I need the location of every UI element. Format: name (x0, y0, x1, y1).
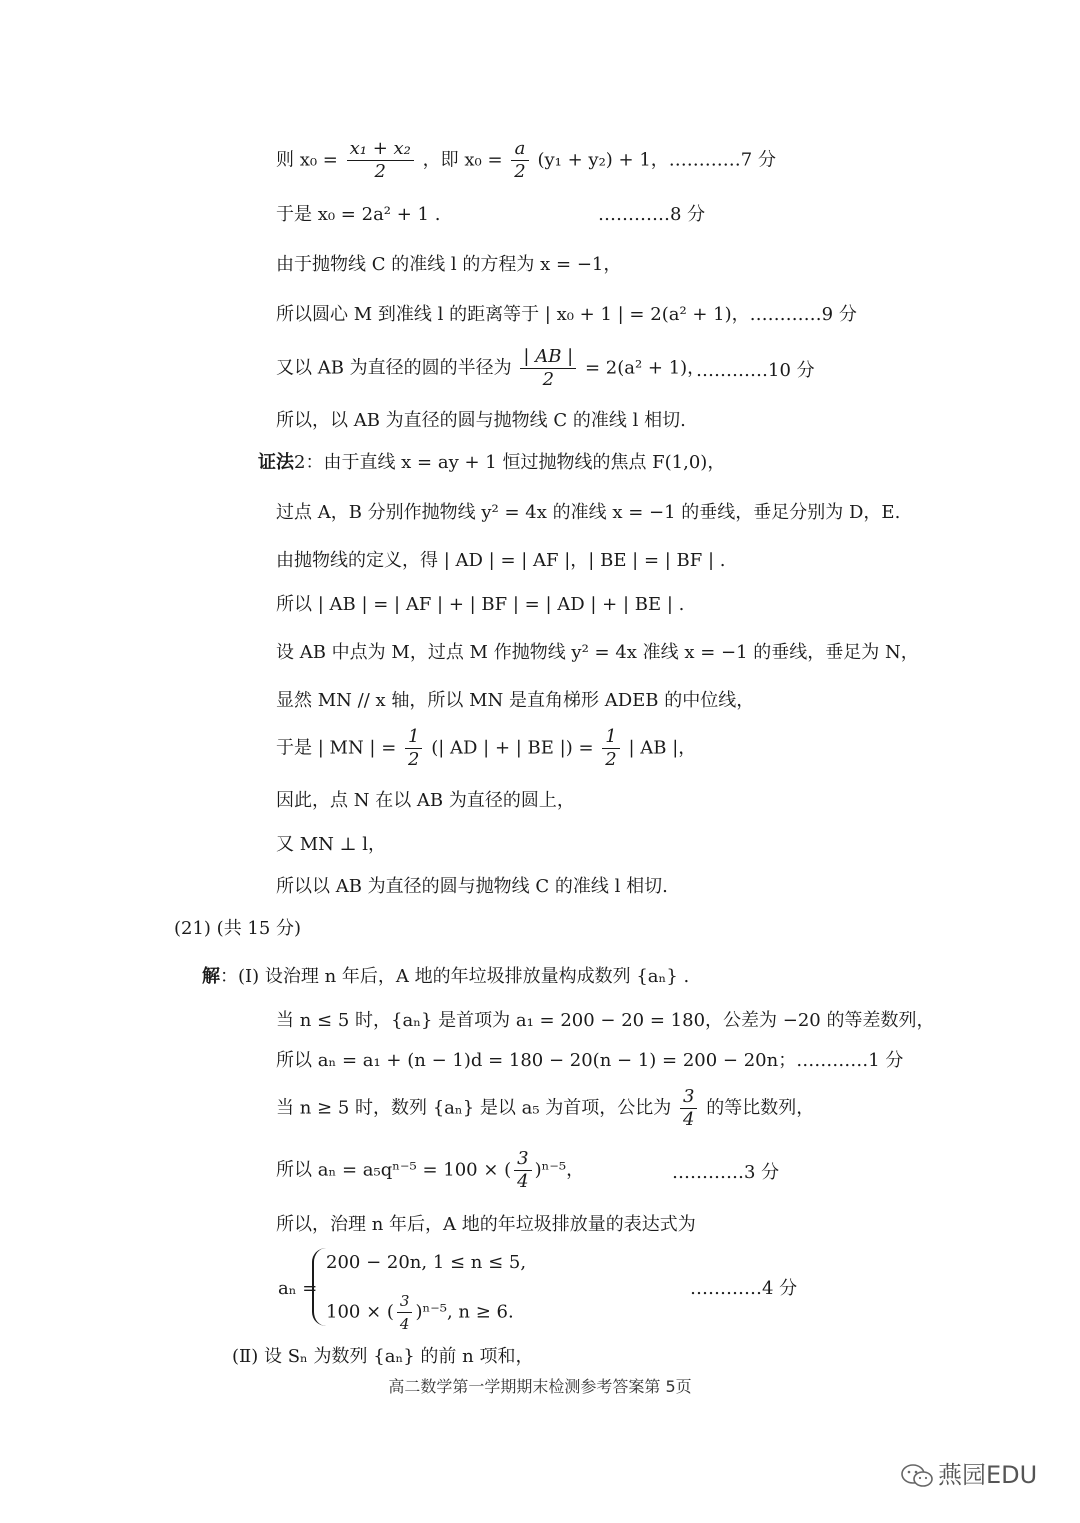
answer-line-8: 过点 A，B 分别作抛物线 y² = 4x 的准线 x = −1 的垂线，垂足分别为 D，E. (276, 502, 901, 523)
piecewise-case-2 (326, 1290, 514, 1335)
text-segment: 当 n ≥ 5 时，数列 {aₙ} 是以 a₅ 为首项，公比为 (276, 1097, 672, 1119)
answer-line-25: (Ⅱ) 设 Sₙ 为数列 {aₙ} 的前 n 项和， (232, 1346, 534, 1367)
text-segment: 于是 | MN | = (276, 737, 397, 759)
fraction (347, 138, 414, 183)
fraction (520, 346, 576, 391)
fraction (511, 138, 528, 183)
answer-line-6: 所以，以 AB 为直径的圆与抛物线 C 的准线 l 相切. (276, 410, 686, 431)
page-footer: 高二数学第一学期期末检测参考答案第 5页 (388, 1377, 692, 1396)
numerator: | AB | (520, 346, 576, 369)
numerator: a (511, 138, 528, 161)
denominator: 2 (514, 161, 526, 182)
denominator: 4 (399, 1315, 410, 1333)
answer-line-20: 所以 aₙ = a₁ + (n − 1)d = 180 − 20(n − 1) = 200 − 20n；…………1 分 (276, 1050, 904, 1071)
text-segment: 则 x₀ = (276, 149, 338, 171)
answer-line-15: 又 MN ⊥ l， (276, 834, 387, 855)
fraction (397, 1290, 413, 1335)
answer-line-21 (276, 1086, 814, 1131)
watermark-text: 燕园EDU (938, 1461, 1038, 1489)
denominator: 2 (408, 749, 420, 770)
text-segment: 又以 AB 为直径的圆的半径为 (276, 357, 512, 379)
answer-line-7 (258, 450, 725, 476)
score-line-24: …………4 分 (690, 1278, 798, 1299)
text-segment: ：(Ⅰ) 设治理 n 年后，A 地的年垃圾排放量构成数列 {aₙ} . (220, 966, 690, 987)
answer-line-14: 因此，点 N 在以 AB 为直径的圆上， (276, 790, 575, 811)
denominator: 4 (683, 1109, 695, 1130)
text-segment: (| AD | + | BE |) = (431, 737, 594, 759)
numerator: x₁ + x₂ (347, 138, 414, 161)
answer-line-12: 显然 MN // x 轴，所以 MN 是直角梯形 ADEB 的中位线， (276, 690, 755, 711)
text-segment: 的等比数列， (706, 1097, 815, 1119)
answer-line-18 (202, 964, 689, 990)
answer-line-11: 设 AB 中点为 M，过点 M 作抛物线 y² = 4x 准线 x = −1 的垂线，垂足为 N， (276, 642, 919, 663)
answer-line-19: 当 n ≤ 5 时，{aₙ} 是首项为 a₁ = 200 − 20 = 180，公差为 −20 的等差数列， (276, 1010, 935, 1031)
piecewise-case-1: 200 − 20n, 1 ≤ n ≤ 5, (326, 1252, 527, 1273)
text-segment: = 2(a² + 1)， (584, 357, 706, 379)
denominator: 2 (605, 749, 617, 770)
answer-line-2: 于是 x₀ = 2a² + 1 . (276, 204, 441, 225)
numerator: 3 (680, 1086, 697, 1109)
piecewise-lhs: aₙ = (278, 1278, 318, 1299)
fraction (514, 1148, 531, 1193)
numerator: 3 (514, 1148, 531, 1171)
denominator: 4 (517, 1171, 529, 1192)
watermark (900, 1455, 1037, 1491)
solution-label: 解 (202, 966, 220, 987)
answer-line-9: 由抛物线的定义，得 | AD | = | AF |，| BE | = | BF | . (276, 550, 726, 571)
answer-line-4: 所以圆心 M 到准线 l 的距离等于 | x₀ + 1 | = 2(a² + 1)，…………9 分 (276, 304, 857, 325)
denominator: 2 (542, 369, 555, 390)
answer-line-3: 由于抛物线 C 的准线 l 的方程为 x = −1， (276, 254, 622, 275)
score-line-2: …………8 分 (598, 204, 706, 225)
fraction (680, 1086, 697, 1131)
answer-line-23: 所以，治理 n 年后，A 地的年垃圾排放量的表达式为 (276, 1214, 696, 1235)
text-segment: 2：由于直线 x = ay + 1 恒过抛物线的焦点 F(1,0)， (294, 452, 726, 473)
text-segment: )ⁿ⁻⁵， (534, 1159, 585, 1181)
text-segment: 所以 aₙ = a₅qⁿ⁻⁵ = 100 × ( (276, 1159, 512, 1181)
numerator: 1 (405, 726, 422, 749)
answer-line-1 (276, 138, 776, 183)
text-segment: 100 × ( (326, 1301, 394, 1323)
proof-label: 证法 (258, 452, 294, 473)
text-segment: (y₁ + y₂) + 1，…………7 分 (537, 149, 776, 171)
answer-line-10: 所以 | AB | = | AF | + | BF | = | AD | + | BE | . (276, 594, 685, 615)
text-segment: | AB |， (628, 737, 697, 759)
answer-line-5 (276, 346, 705, 391)
text-segment: ，即 x₀ = (422, 149, 503, 171)
wechat-icon (900, 1463, 934, 1489)
score-line-5: …………10 分 (696, 360, 815, 381)
question-21-heading: (21) (共 15 分) (174, 918, 302, 939)
score-line-22: …………3 分 (672, 1162, 780, 1183)
text-segment: )ⁿ⁻⁵, n ≥ 6. (415, 1301, 514, 1323)
fraction (405, 726, 422, 771)
answer-line-16: 所以以 AB 为直径的圆与抛物线 C 的准线 l 相切. (276, 876, 668, 897)
answer-line-13 (276, 726, 696, 771)
numerator: 1 (602, 726, 619, 749)
denominator: 2 (374, 161, 386, 182)
numerator: 3 (397, 1290, 413, 1313)
answer-line-22 (276, 1148, 584, 1193)
fraction (602, 726, 619, 771)
